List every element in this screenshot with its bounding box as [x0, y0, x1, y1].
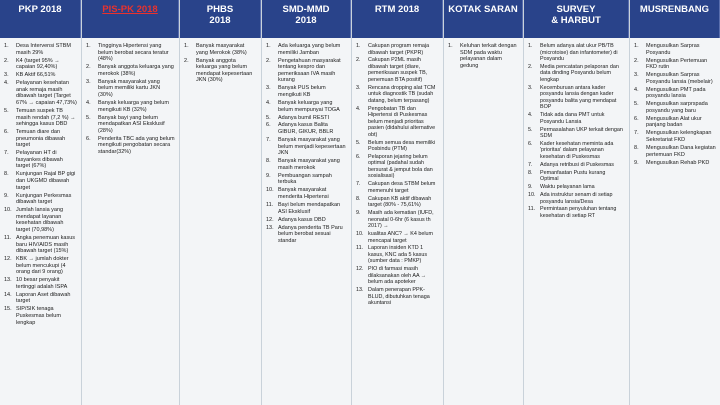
list-item: 10 besar penyakit tertinggi adalah ISPA — [16, 277, 68, 290]
column-phbs — [180, 0, 262, 405]
list-item: Cakupan KB aktif dibawah target (80% - 75,61%) — [368, 195, 432, 209]
column-smd-mmd — [262, 0, 352, 405]
list-item: Pengetahuan masyarakat tentang kespro dan pemeriksaan IVA masih kurang — [278, 57, 341, 84]
list-item: Banyak masyarakat yang belum menjadi kepesertaan JKN — [278, 137, 346, 157]
list-item: KB Aktif 66,51% — [16, 72, 56, 79]
list-item: kualitas ANC? → K4 belum mencapai target — [368, 231, 434, 244]
column-title-smd-mmd: SMD-MMD 2018 — [262, 0, 351, 38]
list-item: Mengusulkan sarprspada posyandu yang baru — [646, 101, 708, 114]
column-body-kotak-saran — [444, 38, 523, 405]
list-item: Permasalahan UKP terkait dengan SDM — [540, 126, 623, 140]
column-title-rtm: RTM 2018 — [352, 0, 443, 38]
column-title-phbs: PHBS 2018 — [180, 0, 261, 38]
column-pis-pk — [82, 0, 180, 405]
list-item: Banyak anggota keluarga yang merokok (38%) — [98, 64, 174, 77]
list-item: Kecemburuan antara kader posyandu lansia dengan kader posyandu balita yang mendapat BOP — [540, 84, 617, 111]
list-item: Mengusulkan Alat ukur panjang badan — [646, 115, 702, 129]
column-survey-harbut — [524, 0, 630, 405]
column-title-kotak-saran: KOTAK SARAN — [444, 0, 523, 38]
list-item: Tidak ada dana PMT untuk Posyandu Lansia — [540, 112, 605, 125]
column-body-rtm — [352, 38, 443, 405]
list-item: Adanya retribusi di Puskesmas — [540, 161, 615, 168]
list-item: Temuan suspek TB masih rendah (7,2 %) → sehingga kasus DBD — [16, 107, 76, 128]
list-item: Laporan Aset dibawah target — [16, 291, 71, 305]
list-item: Pelayanan HT di fasyankes dibawah target (67%) — [16, 150, 63, 170]
list-item: Kunjungan Perkesmas dibawah target — [16, 192, 72, 206]
column-body-smd-mmd — [262, 38, 351, 405]
list-item: Bayi belum mendapatkan ASI Eksklusif — [278, 201, 341, 215]
list-item: Banyak masyarakat menderita Hipertensi — [278, 187, 329, 200]
list-item: Banyak masyarakat yang masih merokok — [278, 158, 340, 171]
list-item: Temuan diare dan pneumonia dibawah target — [16, 129, 66, 149]
list-item: Banyak keluarga yang belum mempunyai TOGA — [278, 99, 340, 113]
list-item: Adanya penderita TB Paru belum berobat sesuai standar — [278, 224, 343, 244]
list-item: Banyak bayi yang belum mendapatkan ASI Eksklusif (28%) — [98, 114, 165, 134]
list-item: Mengusulkan Pertemuan FKD rutin — [646, 57, 708, 71]
column-title-pis-pk: PIS-PK 2018 — [82, 0, 179, 38]
list-item: Cakupan desa STBM belum memenuhi target — [368, 181, 436, 194]
list-item: Pelayanan kesehatan anak remaja masih dibawah target (Target 67% → capaian 47,73%) — [16, 80, 77, 106]
list-item: Belum adanya alat ukur PB/TB (microtoise) dan infantometer) di Posyandu — [540, 43, 618, 62]
list-item: Cakupan P2ML masih dibawah target (diare, pemeriksaan suspek TB, penemuan BTA positif) — [368, 57, 428, 83]
list-item: Kunjungan Rajal BP gigi dan UKGMD dibawah target — [16, 171, 76, 191]
list-item: Adanya kasus Balita GIBUR, GIKUR, BBLR — [278, 122, 334, 136]
list-item: Pemanfaatan Pustu kurang Optimal — [540, 169, 606, 183]
list-item: Laporan insiden KTD 1 kasus, KNC ada 5 kasus (sumber data : PMKP) — [368, 245, 428, 265]
column-body-pkp — [0, 38, 81, 405]
list-item: Pengobatan TB dan Hipertensi di Puskesmas belum menjadi prioritas pasien (didahului alternative obt) — [368, 105, 436, 138]
list-item: Pembuangan sampah terbuka — [278, 172, 332, 186]
column-title-pkp: PKP 2018 — [0, 0, 81, 38]
list-item: K4 (target 95% → capaian 92,40%) — [16, 57, 60, 71]
list-item: Dalam penerapan PPK-BLUD, dibutuhkan tenaga akuntansi — [368, 287, 430, 307]
list-item: Mengusulkan Sarpras Posyandu lansia (mebelair) — [646, 72, 713, 85]
column-body-phbs — [180, 38, 261, 405]
item-list — [266, 43, 347, 244]
list-item: Tingginya Hipertensi yang belum berobat secara teratur (48%) — [98, 43, 169, 63]
list-item: Desa Intervensi STBM masih 29% — [16, 43, 72, 56]
list-item: Ada keluarga yang belum memiliki Jamban — [278, 43, 341, 56]
column-title-musrenbang: MUSRENBANG — [630, 0, 720, 38]
list-item: Media pencatatan pelaporan dan data dinding Posyandu belum lengkap — [540, 63, 619, 83]
list-item: SIP/SIK tenaga Puskesmas belum lengkap — [16, 306, 61, 326]
list-item: Penderita TBC ada yang belum mengikuti pengobatan secara standar(32%) — [98, 135, 175, 155]
column-pkp — [0, 0, 82, 405]
item-list — [448, 43, 519, 69]
list-item: Belum semua desa memiliki Posbindu (PTM) — [368, 139, 436, 153]
column-body-musrenbang — [630, 38, 720, 405]
list-item: Mengusulkan Sarpras Posyandu — [646, 43, 700, 56]
list-item: Mengusulkan PMT pada posyandu lansia — [646, 86, 706, 100]
column-body-pis-pk — [82, 38, 179, 405]
item-list — [356, 43, 439, 307]
item-list — [634, 43, 716, 166]
list-item: Masih ada kematian (IUFD, neonatal 0-6hr (6 kasus th 2017) → — [368, 210, 434, 230]
list-item: Mengusulkan Rehab PKD — [646, 159, 710, 166]
item-list — [86, 43, 175, 155]
list-item: Banyak masyarakat yang belum memiliki kartu JKN (30%) — [98, 78, 161, 98]
list-item: Banyak keluarga yang belum mengikuti KB (32%) — [98, 99, 169, 113]
list-item: Banyak anggota keluarga yang belum mendapat kepesertaan JKN (30%) — [196, 57, 253, 84]
list-item: Waktu pelayanan lama — [540, 184, 595, 191]
column-title-survey-harbut: SURVEY & HARBUT — [524, 0, 629, 38]
column-rtm — [352, 0, 444, 405]
item-list — [4, 43, 77, 326]
list-item: Adanya bumil RESTI — [278, 114, 330, 121]
column-kotak-saran — [444, 0, 524, 405]
list-item: KBK → jumlah dokter belum mencukupi (4 orang dari 9 orang) — [16, 256, 69, 276]
item-list — [528, 43, 625, 219]
list-item: Angka penemuan kasus baru HIV/AIDS masih dibawah target (15%) — [16, 234, 76, 255]
item-list — [184, 43, 257, 84]
list-item: Cakupan program remaja dibawah target (PKPR) — [368, 43, 430, 56]
list-item: Mengusulkan Dana kegiatan pertemuan FKD — [646, 145, 716, 158]
list-item: Banyak PUS belum mengikuti KB — [278, 85, 326, 98]
list-item: Rencana dropping alat TCM untuk diagnostik TB (sudah datang, belum terpasang) — [368, 84, 436, 104]
list-item: Keluhan terkait dengan SDM pada waktu pelayanan dalam gedung — [460, 43, 517, 69]
list-item: Pelaporan jejaring belum optimal (padahal sudah bersurat & jemput bola dan sosialisasi) — [368, 153, 433, 180]
list-item: Adanya kasus DBD — [278, 216, 326, 223]
list-item: Ada instruktur senam di setiap posyandu lansia/Desa — [540, 192, 613, 205]
list-item: Banyak masyarakat yang Merokok (38%) — [196, 43, 247, 56]
column-body-survey-harbut — [524, 38, 629, 405]
column-musrenbang — [630, 0, 720, 405]
list-item: Jumlah lansia yang mendapat layanan kesehatan dibawah target (70,98%) — [16, 207, 64, 233]
list-item: Permintaan penyuluhan tentang kesehatan di setiap RT — [540, 206, 617, 219]
list-item: Kader kesehatan meminta ada 'prioritas' dalam pelayanan kesehatan di Puskesmas — [540, 140, 614, 160]
list-item: PIO di farmasi masih dilaksanakan oleh AA → belum ada apoteker — [368, 266, 427, 286]
list-item: Mengusulkan kelengkapan Sekretariat FKD — [646, 130, 712, 144]
